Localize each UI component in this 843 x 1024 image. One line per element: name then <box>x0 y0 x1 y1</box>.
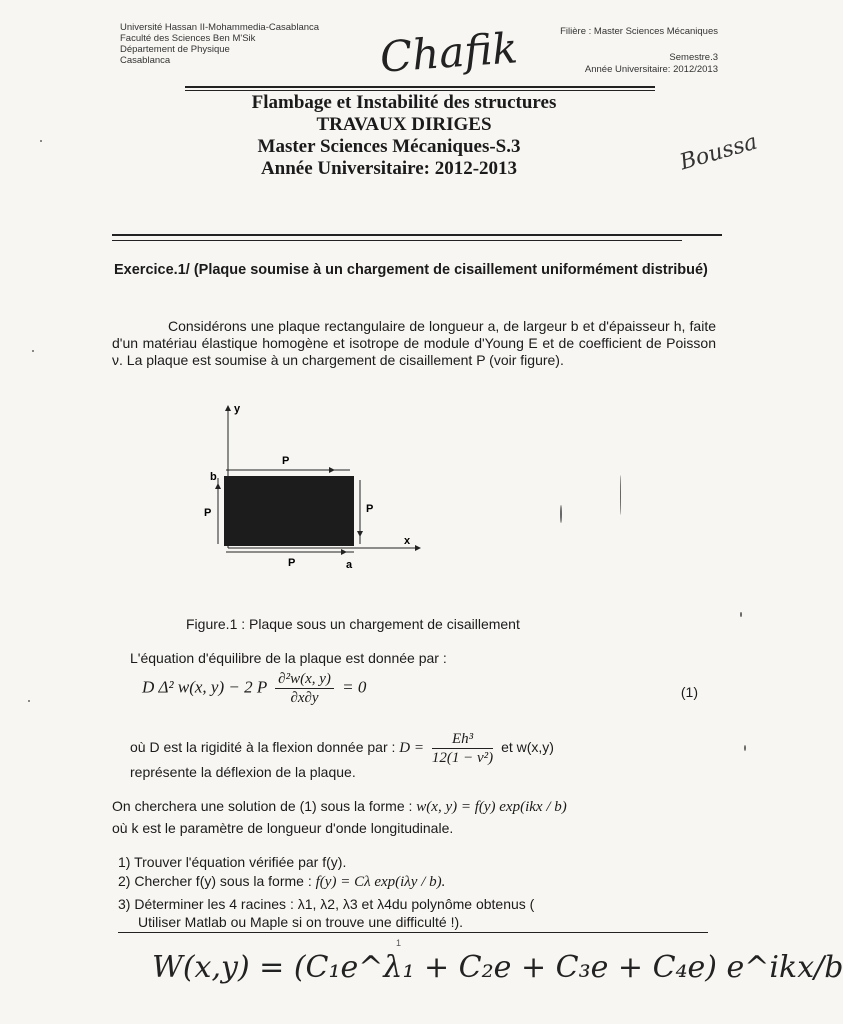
filiere-label: Filière : Master Sciences Mécaniques <box>560 26 718 37</box>
scan-speck <box>744 745 746 751</box>
scan-speck <box>32 350 34 352</box>
equation-fraction <box>275 670 334 707</box>
title-line: Master Sciences Mécaniques-S.3 <box>257 136 521 157</box>
equation-intro: L'équation d'équilibre de la plaque est donnée par : <box>130 650 447 666</box>
scan-speck <box>560 505 562 523</box>
solution-line <box>112 798 567 816</box>
load-label-left: P <box>204 507 212 519</box>
exercise-paragraph: Considérons une plaque rectangulaire de longueur a, de largeur b et d'épaisseur h, faite d'un matériau élastique homogène et isotrope de module d'Young E et de coefficient de Poisson ν. La plaque est soumise à un chargement de cisaillement P (voir figure). <box>112 318 716 368</box>
fraction-numerator: ∂²w(x, y) <box>275 670 334 689</box>
solution-math: w(x, y) = f(y) exp(ikx / b) <box>416 799 567 815</box>
title-line: Année Universitaire: 2012-2013 <box>260 158 518 179</box>
length-label: a <box>346 559 353 571</box>
scan-speck <box>620 475 621 515</box>
rigidity-numerator: Eh³ <box>432 730 493 749</box>
document-title <box>0 92 768 180</box>
header-rule <box>185 90 655 91</box>
semester-label: Semestre.3 <box>669 52 718 63</box>
question-text: Utiliser Matlab ou Maple si on trouve une difficulté !). <box>138 914 464 930</box>
question-text: 2) Chercher f(y) sous la forme : <box>118 873 312 889</box>
question-2 <box>118 873 445 891</box>
header-rule <box>185 86 655 88</box>
solution-text: On cherchera une solution de (1) sous la forme : <box>112 798 413 814</box>
title-line: TRAVAUX DIRIGES <box>316 114 492 135</box>
title-line: Flambage et Instabilité des structures <box>251 92 557 113</box>
scan-speck <box>40 140 42 142</box>
question-text: 3) Déterminer les 4 racines : λ1, λ2, λ3 et λ4du polynôme obtenus ( <box>118 896 535 912</box>
rigidity-line <box>130 730 554 767</box>
page-number: 1 <box>396 938 402 948</box>
width-label: b <box>210 471 217 483</box>
rigidity-fraction <box>432 730 493 767</box>
question-text: 1) Trouver l'équation vérifiée par f(y). <box>118 854 347 870</box>
equation-rhs: = 0 <box>342 677 367 697</box>
question-3-continued <box>138 914 463 930</box>
question-1 <box>118 854 346 870</box>
load-label-bottom: P <box>288 557 296 569</box>
academic-year-label: Année Universitaire: 2012/2013 <box>584 64 718 75</box>
fraction-denominator: ∂x∂y <box>290 690 319 706</box>
institution-line: Faculté des Sciences Ben M'Sik <box>120 33 256 44</box>
rigidity-text: où D est la rigidité à la flexion donnée par : <box>130 739 396 756</box>
institution-header <box>120 22 319 66</box>
handwritten-equation: W(x,y) = (C₁e^λ₁ + C₂e + C₃e + C₄e) e^ikx/b <box>152 950 843 985</box>
question-underline <box>118 932 708 933</box>
equilibrium-equation <box>142 670 366 707</box>
load-label-right: P <box>366 503 374 515</box>
title-rule <box>112 240 682 241</box>
equation-number: (1) <box>680 684 698 700</box>
institution-line: Université Hassan II-Mohammedia-Casablanca <box>120 22 320 33</box>
figure-caption: Figure.1 : Plaque sous un chargement de cisaillement <box>186 616 520 632</box>
solution-line2: où k est le paramètre de longueur d'onde longitudinale. <box>112 820 454 836</box>
question-3 <box>118 896 534 912</box>
x-axis-label: x <box>404 535 411 547</box>
plate <box>224 476 354 546</box>
exercise-title: Exercice.1/ (Plaque soumise à un chargement de cisaillement uniformément distribué) <box>114 262 708 278</box>
handwritten-signature: Chafik <box>378 23 520 82</box>
rigidity-after: et w(x,y) <box>501 739 554 756</box>
deflection-text: représente la déflexion de la plaque. <box>130 764 356 780</box>
handwritten-margin-note: Boussa <box>676 129 760 176</box>
scan-speck <box>28 700 30 702</box>
load-label-top: P <box>282 455 290 467</box>
plate-figure <box>198 400 428 580</box>
institution-line: Casablanca <box>120 55 171 66</box>
institution-line: Département de Physique <box>120 44 230 55</box>
title-rule <box>112 234 722 236</box>
rigidity-denominator: 12(1 − ν²) <box>431 750 494 766</box>
rigidity-symbol: D = <box>399 740 424 757</box>
y-axis-label: y <box>234 403 241 415</box>
question-math: f(y) = Cλ exp(iλy / b). <box>315 874 446 890</box>
scan-speck <box>740 612 742 617</box>
equation-lhs: D Δ² w(x, y) − 2 P <box>142 677 267 697</box>
